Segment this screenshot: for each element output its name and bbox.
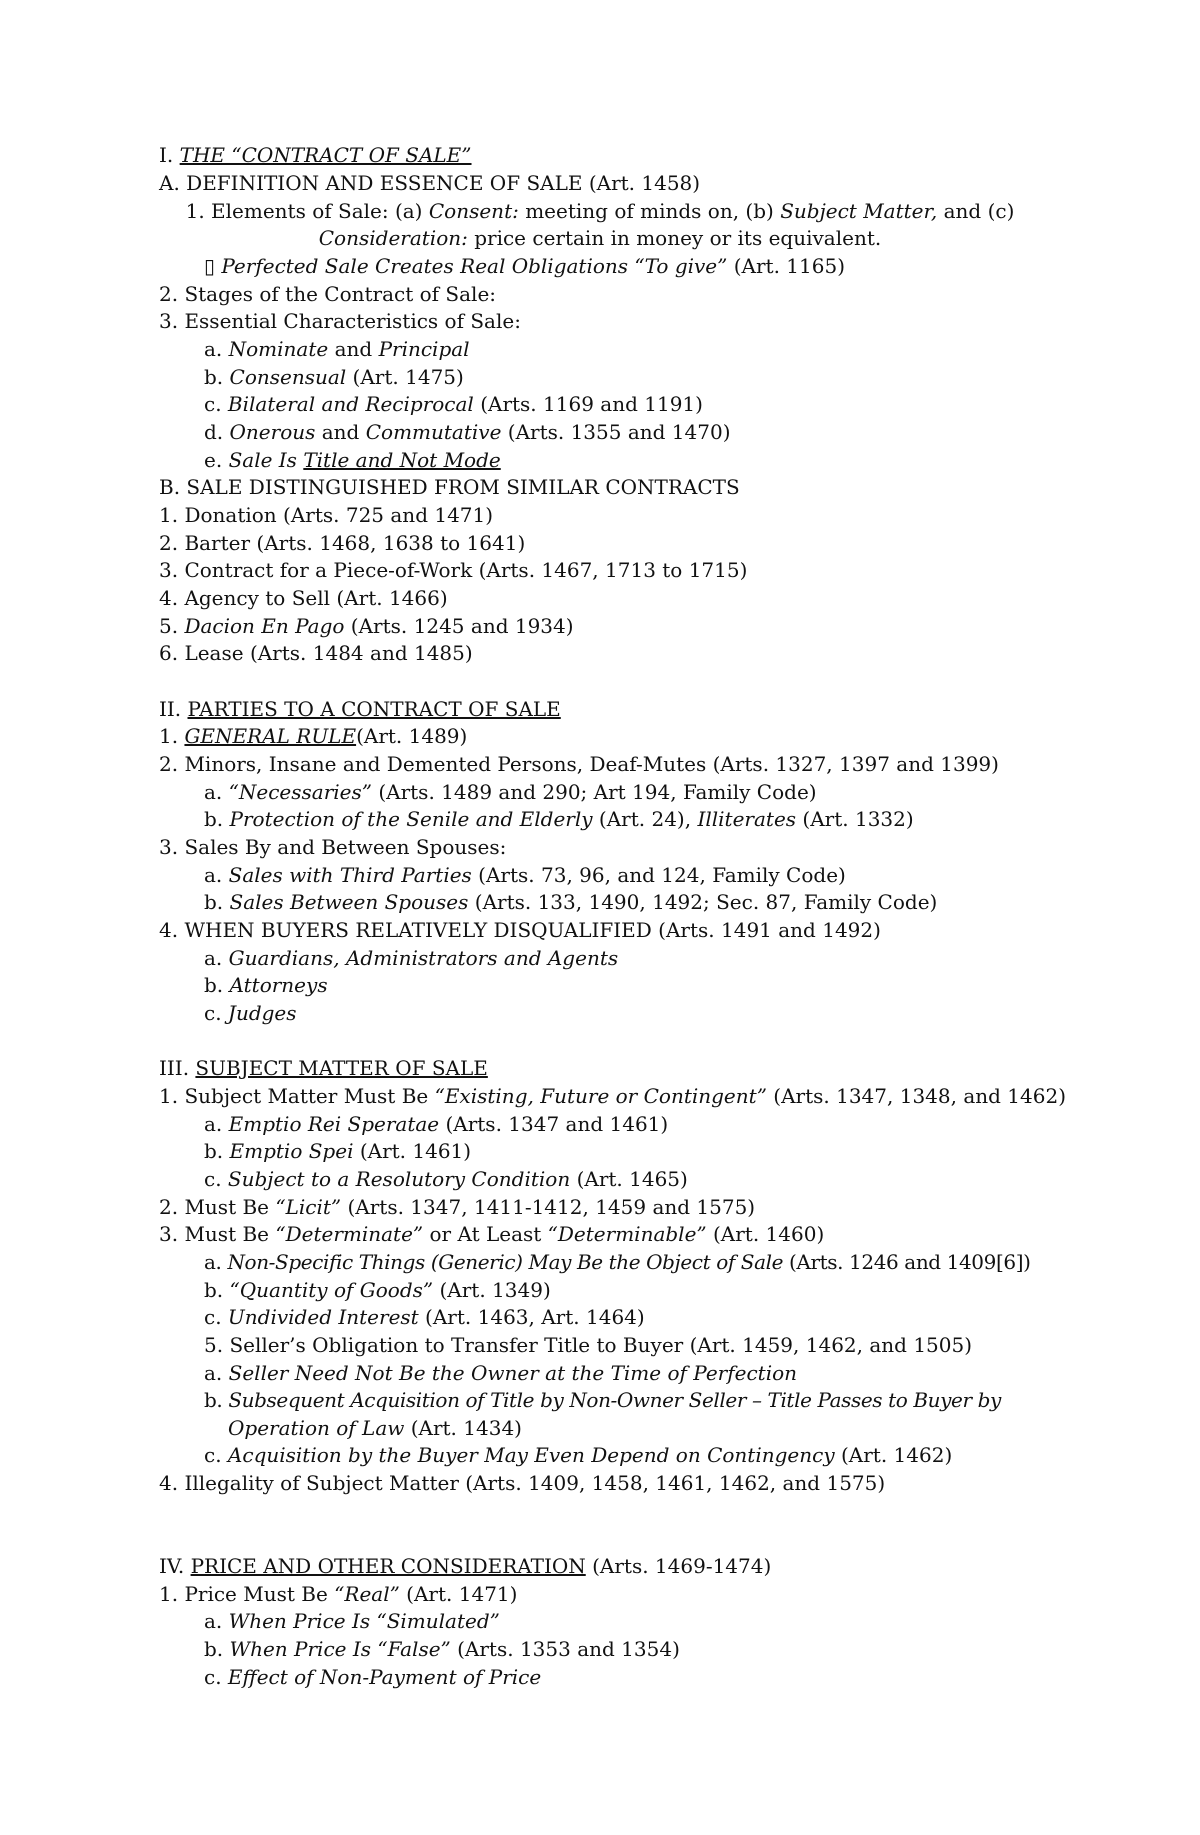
list-item: 2. Must Be “Licit” (Arts. 1347, 1411-1412, 1459 and 1575)	[159, 1195, 756, 1219]
list-item: c. Undivided Interest (Art. 1463, Art. 1464)	[204, 1305, 645, 1329]
list-item: c. Effect of Non-Payment of Price	[204, 1665, 542, 1689]
section-i-title: THE “CONTRACT OF SALE”	[179, 143, 472, 167]
section-ii-title: PARTIES TO A CONTRACT OF SALE	[187, 697, 561, 721]
list-item: b. Sales Between Spouses (Arts. 133, 1490, 1492; Sec. 87, Family Code)	[204, 890, 938, 914]
list-item: a. Nominate and Principal	[204, 337, 470, 361]
section-i-heading: I. THE “CONTRACT OF SALE”	[159, 143, 472, 167]
list-item: 3. Must Be “Determinate” or At Least “Determinable” (Art. 1460)	[159, 1222, 825, 1246]
list-item: c. Acquisition by the Buyer May Even Depend on Contingency (Art. 1462)	[204, 1443, 953, 1467]
characteristics-item: 3. Essential Characteristics of Sale:	[159, 309, 521, 333]
list-item: 3. Sales By and Between Spouses:	[159, 835, 507, 859]
list-item: a. Guardians, Administrators and Agents	[204, 946, 619, 970]
list-item: a. When Price Is “Simulated”	[204, 1609, 500, 1633]
list-item: 4. WHEN BUYERS RELATIVELY DISQUALIFIED (Arts. 1491 and 1492)	[159, 918, 881, 942]
subsection-b-heading: B. SALE DISTINGUISHED FROM SIMILAR CONTRACTS	[159, 475, 740, 499]
consideration-line: Consideration: price certain in money or its equivalent.	[318, 226, 882, 250]
list-item: 1. Donation (Arts. 725 and 1471)	[159, 503, 494, 527]
list-item: a. Emptio Rei Speratae (Arts. 1347 and 1461)	[204, 1112, 669, 1136]
list-item: a. Seller Need Not Be the Owner at the Time of Perfection	[204, 1361, 798, 1385]
list-item: b. “Quantity of Goods” (Art. 1349)	[204, 1278, 551, 1302]
list-item: b. When Price Is “False” (Arts. 1353 and 1354)	[204, 1637, 680, 1661]
list-item: 5. Seller’s Obligation to Transfer Title to Buyer (Art. 1459, 1462, and 1505)	[204, 1333, 973, 1357]
list-item: a. “Necessaries” (Arts. 1489 and 290; Art 194, Family Code)	[204, 780, 817, 804]
perfected-sale-line: ▯ Perfected Sale Creates Real Obligations “To give” (Art. 1165)	[204, 254, 845, 278]
list-item: 1. GENERAL RULE(Art. 1489)	[159, 724, 468, 748]
list-item: b. Consensual (Art. 1475)	[204, 365, 464, 389]
list-item: b. Attorneys	[204, 973, 328, 997]
list-item-continuation: Operation of Law (Art. 1434)	[228, 1416, 522, 1440]
list-item: d. Onerous and Commutative (Arts. 1355 and 1470)	[204, 420, 731, 444]
list-item: 2. Minors, Insane and Demented Persons, Deaf-Mutes (Arts. 1327, 1397 and 1399)	[159, 752, 999, 776]
stages-item: 2. Stages of the Contract of Sale:	[159, 282, 497, 306]
list-item: 2. Barter (Arts. 1468, 1638 to 1641)	[159, 531, 526, 555]
list-item: 6. Lease (Arts. 1484 and 1485)	[159, 641, 473, 665]
list-item: c. Bilateral and Reciprocal (Arts. 1169 and 1191)	[204, 392, 703, 416]
list-item: 5. Dacion En Pago (Arts. 1245 and 1934)	[159, 614, 574, 638]
list-item: 3. Contract for a Piece-of-Work (Arts. 1467, 1713 to 1715)	[159, 558, 748, 582]
list-item: 4. Illegality of Subject Matter (Arts. 1409, 1458, 1461, 1462, and 1575)	[159, 1471, 886, 1495]
list-item: 4. Agency to Sell (Art. 1466)	[159, 586, 448, 610]
checkbox-bullet-icon: ▯	[204, 254, 222, 278]
section-iv-heading: IV. PRICE AND OTHER CONSIDERATION (Arts. 1469-1474)	[159, 1554, 772, 1578]
elements-of-sale-line: 1. Elements of Sale: (a) Consent: meeting of minds on, (b) Subject Matter, and (c)	[185, 199, 1015, 223]
list-item: a. Sales with Third Parties (Arts. 73, 96, and 124, Family Code)	[204, 863, 846, 887]
section-iv-title: PRICE AND OTHER CONSIDERATION	[190, 1554, 586, 1578]
list-item: b. Protection of the Senile and Elderly (Art. 24), Illiterates (Art. 1332)	[204, 807, 914, 831]
section-iii-title: SUBJECT MATTER OF SALE	[195, 1056, 488, 1080]
list-item: e. Sale Is Title and Not Mode	[204, 448, 501, 472]
list-item: c. Judges	[204, 1001, 297, 1025]
list-item: 1. Price Must Be “Real” (Art. 1471)	[159, 1582, 518, 1606]
list-item: b. Subsequent Acquisition of Title by Non-Owner Seller – Title Passes to Buyer by	[204, 1388, 1001, 1412]
list-item: c. Subject to a Resolutory Condition (Art. 1465)	[204, 1167, 688, 1191]
list-item: b. Emptio Spei (Art. 1461)	[204, 1139, 472, 1163]
list-item: 1. Subject Matter Must Be “Existing, Future or Contingent” (Arts. 1347, 1348, and 1462)	[159, 1084, 1066, 1108]
list-item: a. Non-Specific Things (Generic) May Be the Object of Sale (Arts. 1246 and 1409[6])	[204, 1250, 1031, 1274]
subsection-a-heading: A. DEFINITION AND ESSENCE OF SALE (Art. 1458)	[159, 171, 701, 195]
section-iii-heading: III. SUBJECT MATTER OF SALE	[159, 1056, 488, 1080]
section-ii-heading: II. PARTIES TO A CONTRACT OF SALE	[159, 697, 561, 721]
